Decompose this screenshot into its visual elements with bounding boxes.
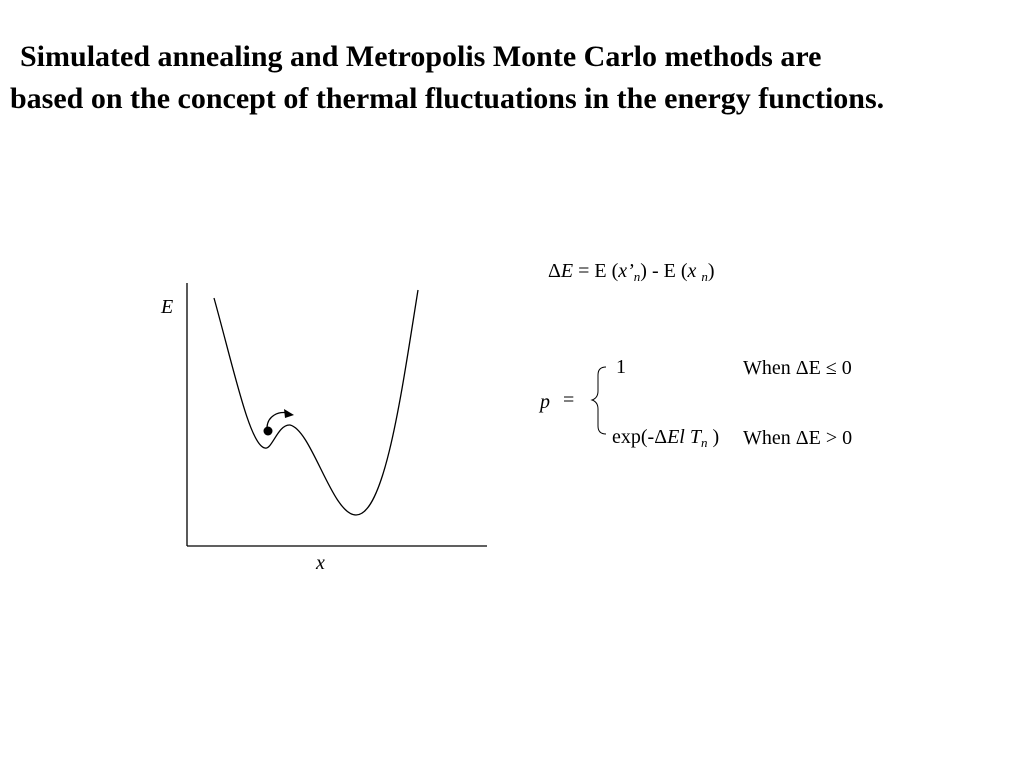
subscript-n-1: n (633, 269, 641, 284)
x-axis-label: x (316, 552, 325, 574)
subscript-n-2: n (701, 269, 708, 284)
hop-arrow-head (284, 409, 294, 418)
energy-curve (214, 290, 418, 515)
case2-suffix: ) (707, 426, 720, 448)
x-prime: x’ (618, 260, 634, 282)
title-line-2: based on the concept of thermal fluctuations in the energy functions. (10, 82, 885, 115)
case2-prefix: exp(-Δ (612, 426, 668, 448)
p-equals: = (563, 389, 575, 411)
case2-value (612, 426, 719, 451)
case1-value: 1 (616, 356, 626, 378)
particle-marker (264, 427, 273, 436)
case2-condition: When ΔE > 0 (743, 427, 853, 449)
eq-close: ) (707, 260, 715, 282)
eq-part-2: ) - E ( (640, 260, 688, 282)
p-symbol (540, 391, 550, 414)
p-letter: p (540, 391, 550, 413)
delta-e-equation (548, 260, 715, 285)
e-symbol: E (560, 260, 574, 282)
case2-el: El T (667, 426, 701, 448)
title-line-1: Simulated annealing and Metropolis Monte Carlo methods are (20, 40, 822, 73)
delta-symbol: Δ (548, 260, 561, 282)
case1-condition: When ΔE ≤ 0 (743, 357, 852, 379)
eq-part-1: = E ( (573, 260, 619, 282)
x-symbol: x (687, 260, 702, 282)
piecewise-brace (592, 367, 606, 434)
case2-subscript: n (700, 435, 708, 450)
y-axis-label: E (161, 296, 174, 318)
